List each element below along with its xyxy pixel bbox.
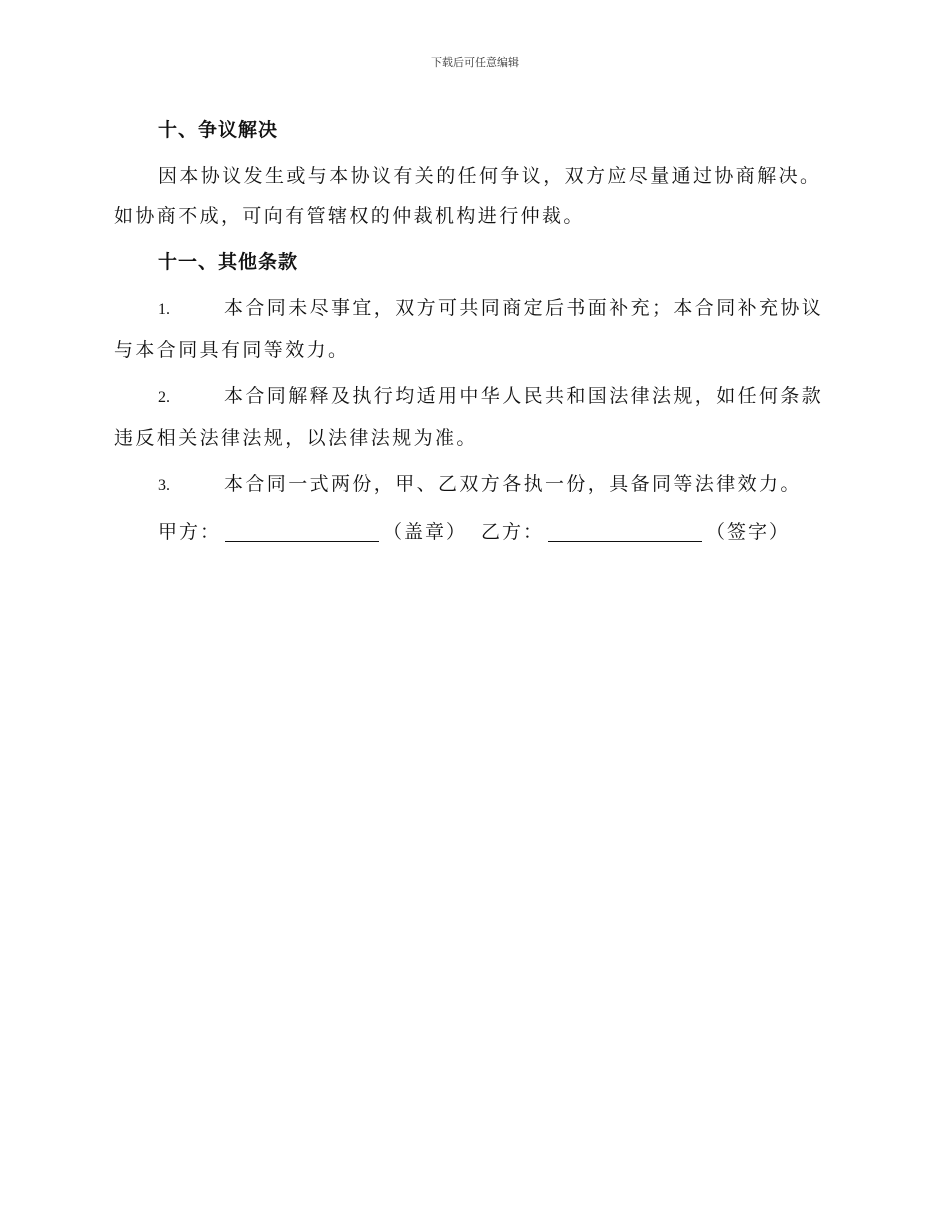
clause-item [114,288,838,370]
dispute-paragraph: 因本协议发生或与本协议有关的任何争议，双方应尽量通过协商解决。如协商不成，可向有管辖权的仲裁机构进行仲裁。 [114,165,822,227]
signature-line [114,512,838,552]
party-a-label: 甲方： [158,521,222,543]
party-b-sign-note: （签字） [706,521,791,543]
clause-text: 本合同未尽事宜，双方可共同商定后书面补充；本合同补充协议与本合同具有同等效力。 [114,297,824,361]
clause-number: 2. [158,389,170,406]
clause-number: 3. [158,477,170,494]
party-b-signature-blank[interactable] [548,519,702,542]
document-body [114,110,838,552]
clause-number: 1. [158,301,170,318]
party-a-signature-blank[interactable] [225,519,379,542]
clause-item [114,464,838,506]
clause-text: 本合同解释及执行均适用中华人民共和国法律法规，如任何条款违反相关法律法规，以法律法规为准。 [114,385,824,449]
clause-text: 本合同一式两份，甲、乙双方各执一份，具备同等法律效力。 [224,473,802,495]
clause-item [114,376,838,458]
party-a-seal-note: （盖章） [383,521,468,543]
party-b-label: 乙方： [481,521,545,543]
section-heading-dispute: 十、争议解决 [158,119,279,141]
section-heading-other-terms: 十一、其他条款 [158,251,299,273]
page-header: 下载后可任意编辑 [431,56,519,69]
